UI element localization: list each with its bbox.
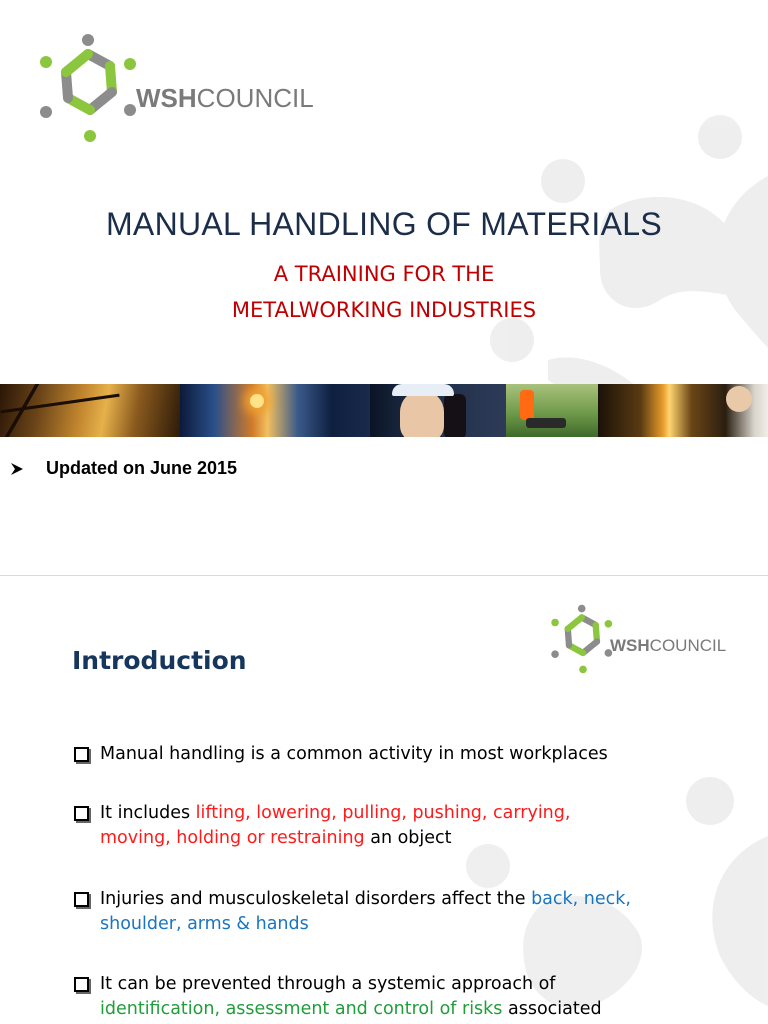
bullet-text-plain: It can be prevented through a systemic approach of: [100, 974, 556, 994]
photo-hardhat-shape: [392, 384, 454, 396]
checkbox-bullet-icon: [74, 747, 89, 762]
logo-word-bold-small: WSH: [610, 636, 650, 655]
photo-hair-shape: [444, 394, 466, 437]
photo-foundry-chef: [598, 384, 768, 437]
wsh-logo-icon: [38, 32, 142, 144]
bullet-text-plain: Injuries and musculoskeletal disorders affect the: [100, 889, 532, 909]
slide-subtitle-line-1: A TRAINING FOR THE: [273, 262, 495, 286]
bullet-item: [74, 801, 570, 851]
photo-worker-vest: [520, 390, 534, 420]
checkbox-bullet-icon: [74, 892, 89, 907]
logo-word-regular: COUNCIL: [196, 82, 314, 113]
wsh-council-logo: [38, 32, 314, 144]
bullet-item: [74, 972, 602, 1022]
bullet-text-highlight-blue: shoulder, arms & hands: [100, 914, 309, 934]
photo-welding-workers: [180, 384, 370, 437]
photo-face-shape: [400, 390, 444, 437]
logo-wordmark: [136, 83, 314, 114]
logo-word-regular-small: COUNCIL: [649, 636, 727, 655]
bullet-text-plain: associated: [502, 999, 602, 1019]
photo-banner: [0, 384, 768, 437]
slide-heading: Introduction: [72, 646, 247, 675]
checkbox-bullet-icon: [74, 806, 89, 821]
photo-wheelbarrow: [526, 418, 566, 428]
slide-subtitle-line-2: METALWORKING INDUSTRIES: [231, 298, 537, 322]
bullet-text-plain: It includes: [100, 803, 196, 823]
update-text: Updated on June 2015: [46, 458, 238, 478]
wsh-logo-icon-small: [550, 601, 616, 677]
bullet-text-plain: an object: [364, 828, 452, 848]
photo-worker-portrait: [370, 384, 506, 437]
wsh-council-logo-small: [550, 601, 726, 677]
arrow-bullet-icon: [10, 462, 24, 476]
bullet-text: [100, 801, 570, 851]
bullet-text-highlight-blue: back, neck,: [531, 889, 631, 909]
slide-title: MANUAL HANDLING OF MATERIALS: [105, 206, 663, 242]
logo-wordmark-small: [610, 636, 726, 656]
bullet-text: Manual handling is a common activity in most workplaces: [100, 744, 608, 764]
bullet-text: [100, 972, 602, 1022]
bullet-item: [74, 742, 608, 767]
photo-road-worker: [506, 384, 598, 437]
update-bullet: [10, 458, 237, 479]
bullet-item: [74, 887, 631, 937]
bullet-text-highlight-red: lifting, lowering, pulling, pushing, carrying,: [195, 803, 571, 823]
checkbox-bullet-icon: [74, 977, 89, 992]
logo-word-bold: WSH: [136, 82, 197, 113]
bullet-text: [100, 887, 631, 937]
bullet-text-highlight-green: identification, assessment and control of risks: [100, 999, 503, 1019]
photo-construction-welder: [0, 384, 180, 437]
bullet-text-highlight-red: moving, holding or restraining: [100, 828, 365, 848]
